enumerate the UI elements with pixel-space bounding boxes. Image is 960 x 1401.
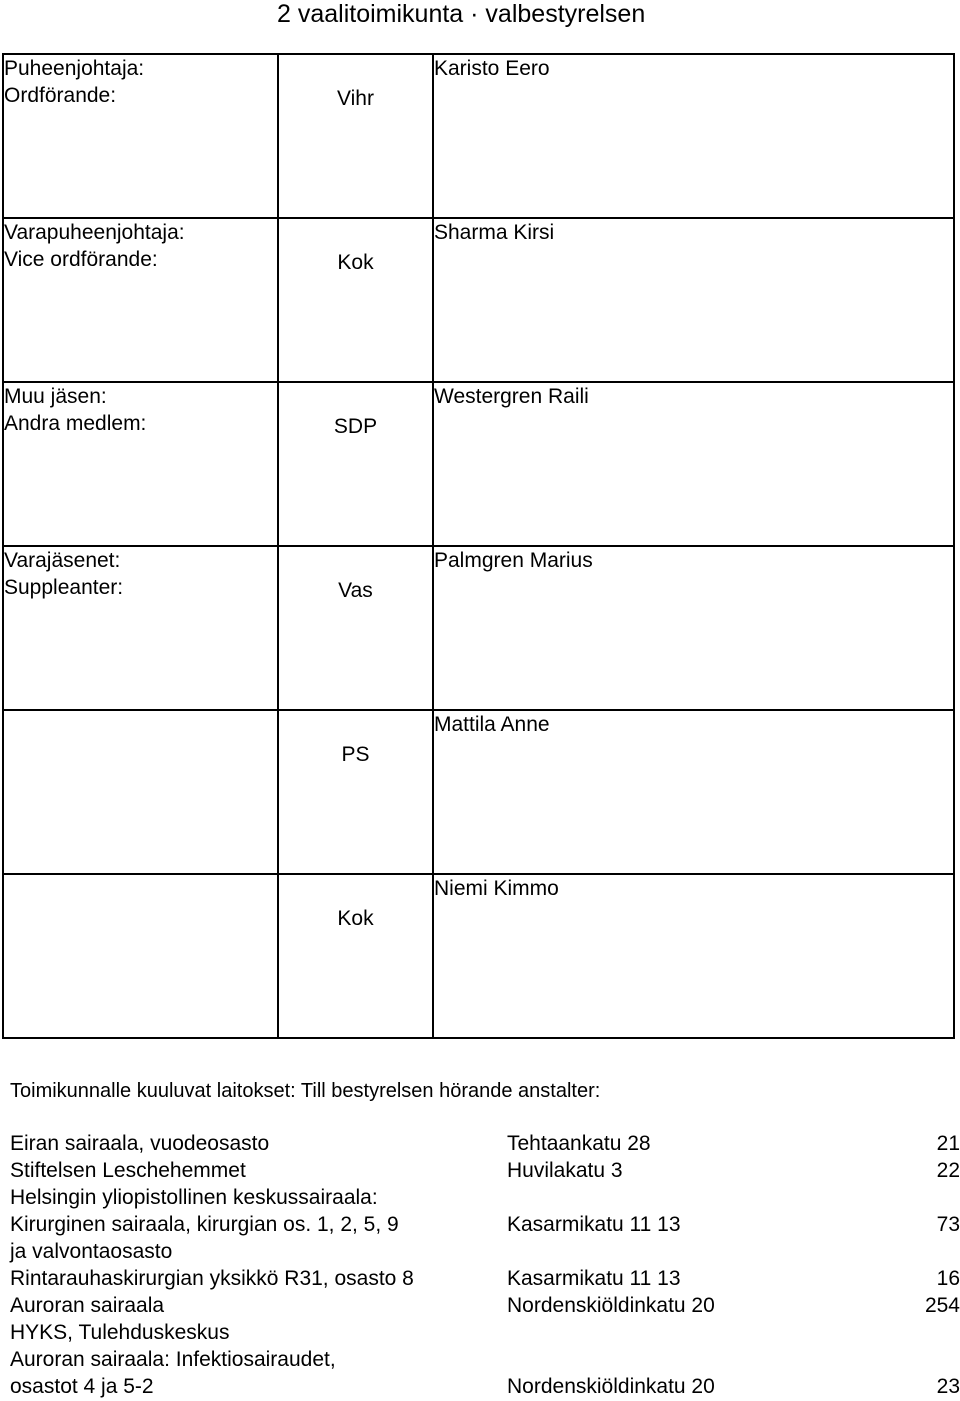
list-item (10, 1373, 960, 1400)
institutions-heading: Toimikunnalle kuuluvat laitokset: Till bestyrelsen hörande anstalter: (10, 1080, 601, 1102)
institution-address: Tehtaankatu 28 (507, 1132, 651, 1155)
list-item (10, 1238, 960, 1265)
table-row (3, 54, 954, 218)
institution-number: 73 (936, 1213, 960, 1236)
member-name: Westergren Raili (434, 385, 589, 408)
institutions-list (10, 1130, 960, 1400)
institution-name: Helsingin yliopistollinen keskussairaala: (10, 1186, 378, 1209)
role-label-fi: Varajäsenet: (4, 549, 121, 572)
party-cell (278, 54, 433, 218)
institution-name: Rintarauhaskirurgian yksikkö R31, osasto 8 (10, 1267, 414, 1290)
institution-number: 23 (936, 1375, 960, 1398)
institution-name: Eiran sairaala, vuodeosasto (10, 1132, 270, 1155)
party-label: Kok (337, 907, 374, 930)
institution-name: ja valvontaosasto (10, 1240, 173, 1263)
party-label: Kok (337, 251, 374, 274)
institution-address: Nordenskiöldinkatu 20 (507, 1294, 715, 1317)
institution-address: Huvilakatu 3 (507, 1159, 623, 1182)
institution-name: Auroran sairaala: Infektiosairaudet, (10, 1348, 336, 1371)
role-cell (3, 546, 278, 710)
institution-name: Auroran sairaala (10, 1294, 165, 1317)
party-cell (278, 710, 433, 874)
name-cell (433, 54, 954, 218)
institution-name: Kirurginen sairaala, kirurgian os. 1, 2, 5, 9 (10, 1213, 399, 1236)
role-label-fi: Varapuheenjohtaja: (4, 221, 185, 244)
list-item (10, 1319, 960, 1346)
member-name: Palmgren Marius (434, 549, 593, 572)
party-cell (278, 218, 433, 382)
page-title: 2 vaalitoimikunta · valbestyrelsen (277, 0, 646, 28)
role-cell (3, 382, 278, 546)
institution-number: 22 (936, 1159, 960, 1182)
role-label-sv: Suppleanter: (4, 576, 124, 599)
institution-number: 21 (936, 1132, 960, 1155)
role-label-fi: Muu jäsen: (4, 385, 107, 408)
member-name: Niemi Kimmo (434, 877, 559, 900)
table-row (3, 218, 954, 382)
role-cell (3, 54, 278, 218)
table-row (3, 382, 954, 546)
name-cell (433, 546, 954, 710)
list-item (10, 1346, 960, 1373)
party-label: Vas (338, 579, 373, 602)
role-cell (3, 218, 278, 382)
party-label: Vihr (337, 87, 374, 110)
party-label: SDP (333, 415, 378, 438)
institution-address: Kasarmikatu 11 13 (507, 1267, 681, 1290)
member-name: Karisto Eero (434, 57, 550, 80)
institution-address: Nordenskiöldinkatu 20 (507, 1375, 715, 1398)
role-label-sv: Ordförande: (4, 84, 117, 107)
list-item (10, 1184, 960, 1211)
institution-number: 16 (936, 1267, 960, 1290)
list-item (10, 1157, 960, 1184)
institution-address: Kasarmikatu 11 13 (507, 1213, 681, 1236)
name-cell (433, 874, 954, 1038)
party-cell (278, 874, 433, 1038)
list-item (10, 1130, 960, 1157)
table-row (3, 710, 954, 874)
name-cell (433, 218, 954, 382)
role-cell (3, 710, 278, 874)
table-row (3, 874, 954, 1038)
name-cell (433, 382, 954, 546)
list-item (10, 1211, 960, 1238)
list-item (10, 1292, 960, 1319)
role-cell (3, 874, 278, 1038)
institution-number: 254 (924, 1294, 960, 1317)
member-name: Sharma Kirsi (434, 221, 555, 244)
party-cell (278, 382, 433, 546)
role-label-fi: Puheenjohtaja: (4, 57, 145, 80)
party-cell (278, 546, 433, 710)
institution-name: osastot 4 ja 5-2 (10, 1375, 154, 1398)
list-item (10, 1265, 960, 1292)
member-name: Mattila Anne (434, 713, 550, 736)
table-row (3, 546, 954, 710)
role-label-sv: Andra medlem: (4, 412, 147, 435)
institution-name: HYKS, Tulehduskeskus (10, 1321, 230, 1344)
name-cell (433, 710, 954, 874)
role-label-sv: Vice ordförande: (4, 248, 158, 271)
party-label: PS (341, 743, 370, 766)
committee-table (2, 53, 955, 1039)
institution-name: Stiftelsen Leschehemmet (10, 1159, 246, 1182)
